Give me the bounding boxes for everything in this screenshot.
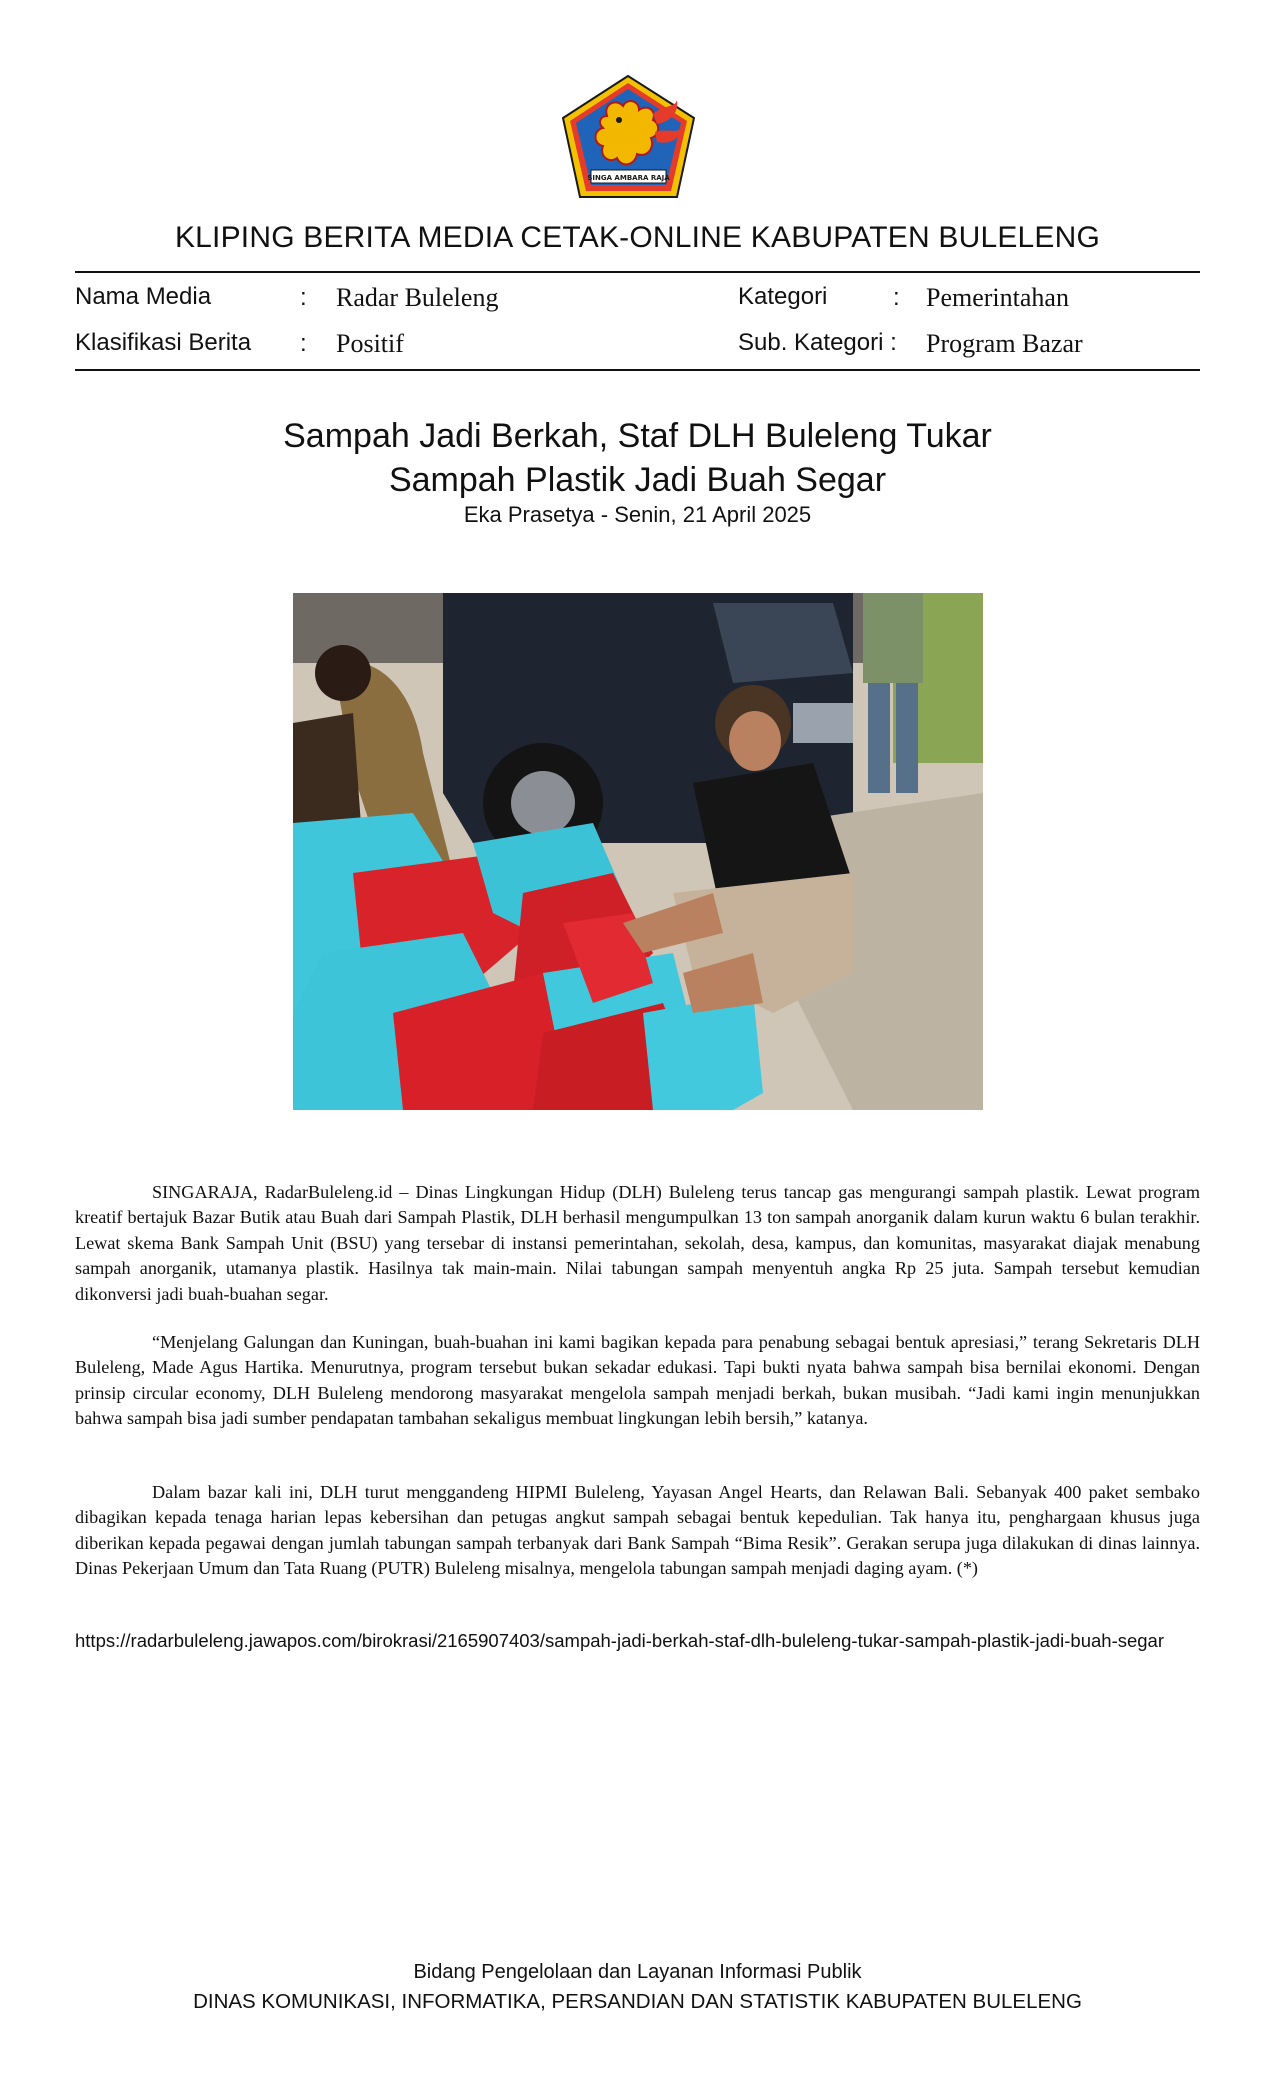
source-url-link[interactable]: https://radarbuleleng.jawapos.com/birokrasi/2165907403/sampah-jadi-berkah-staf-dlh-buleleng-tukar-sampah-plastik-jadi-buah-segar [75,1630,1165,1651]
classification-colon: : [300,330,307,357]
media-colon: : [300,284,307,311]
headline-line-2: Sampah Plastik Jadi Buah Segar [388,461,887,499]
article-paragraph-1 [75,1180,1200,1307]
paragraph-text: Dalam bazar kali ini, DLH turut menggandeng HIPMI Buleleng, Yayasan Angel Hearts, dan Relawan Bali. Sebanyak 400 paket sembako dibagikan kepada tenaga harian lepas kebersihan dan petugas angkut sampah sebagai bentuk kepedulian. Tak hanya itu, penghargaan khusus juga diberikan kepada pegawai dengan jumlah tabungan sampah terbanyak dari Bank Sampah “Bima Resik”. Gerakan serupa juga dilakukan di dinas lainnya. Dinas Pekerjaan Umum dan Tata Ruang (PUTR) Buleleng misalnya, mengelola tabungan sampah menjadi daging ayam. (*) [75,1482,1200,1579]
page-title: KLIPING BERITA MEDIA CETAK-ONLINE KABUPATEN BULELENG [174,221,1101,254]
regency-crest-logo [561,74,696,199]
subcategory-value: Program Bazar [926,329,1083,358]
subcategory-label: Sub. Kategori : [738,329,897,356]
photo-illustration [293,593,983,1110]
article-byline: Eka Prasetya - Senin, 21 April 2025 [463,502,812,527]
headline-line-1: Sampah Jadi Berkah, Staf DLH Buleleng Tukar [283,417,992,455]
article-photo [293,593,983,1110]
category-value: Pemerintahan [926,283,1069,312]
category-label: Kategori [738,283,828,310]
footer-unit-name: Bidang Pengelolaan dan Layanan Informasi Publik [413,1961,862,1983]
media-value: Radar Buleleng [336,283,499,312]
footer-agency-name: DINAS KOMUNIKASI, INFORMATIKA, PERSANDIAN DAN STATISTIK KABUPATEN BULELENG [193,1990,1082,2013]
article-paragraph-2 [75,1330,1200,1432]
article-paragraph-3 [75,1480,1200,1582]
divider-bottom [75,369,1200,371]
article-headline [0,414,1275,502]
classification-label: Klasifikasi Berita [75,329,252,356]
classification-value: Positif [336,329,404,358]
divider-top [75,271,1200,273]
paragraph-text: SINGARAJA, RadarBuleleng.id – Dinas Lingkungan Hidup (DLH) Buleleng terus tancap gas mengurangi sampah plastik. Lewat program kreatif bertajuk Bazar Butik atau Buah dari Sampah Plastik, DLH berhasil mengumpulkan 13 ton sampah anorganik dalam kurun waktu 6 bulan terakhir. Lewat skema Bank Sampah Unit (BSU) yang tersebar di instansi pemerintahan, sekolah, desa, kampus, dan komunitas, masyarakat diajak menabung sampah anorganik, utamanya plastik. Hasilnya tak main-main. Nilai tabungan sampah menyentuh angka Rp 25 juta. Sampah tersebut kemudian dikonversi jadi buah-buahan segar. [75,1182,1200,1304]
buleleng-regency-crest-icon [561,74,696,199]
crest-motto: SINGA AMBARA RAJA [587,174,670,182]
category-colon: : [893,284,900,311]
paragraph-text: “Menjelang Galungan dan Kuningan, buah-buahan ini kami bagikan kepada para penabung sebagai bentuk apresiasi,” terang Sekretaris DLH Buleleng, Made Agus Hartika. Menurutnya, program tersebut bukan sekadar edukasi. Tapi bukti nyata bahwa sampah bisa bernilai ekonomi. Dengan prinsip circular economy, DLH Buleleng mendorong masyarakat mengelola sampah menjadi berkah, bukan musibah. “Jadi kami ingin menunjukkan bahwa sampah bisa jadi sumber pendapatan tambahan sekaligus membuat lingkungan lebih bersih,” katanya. [75,1332,1200,1429]
media-label: Nama Media [75,283,212,310]
